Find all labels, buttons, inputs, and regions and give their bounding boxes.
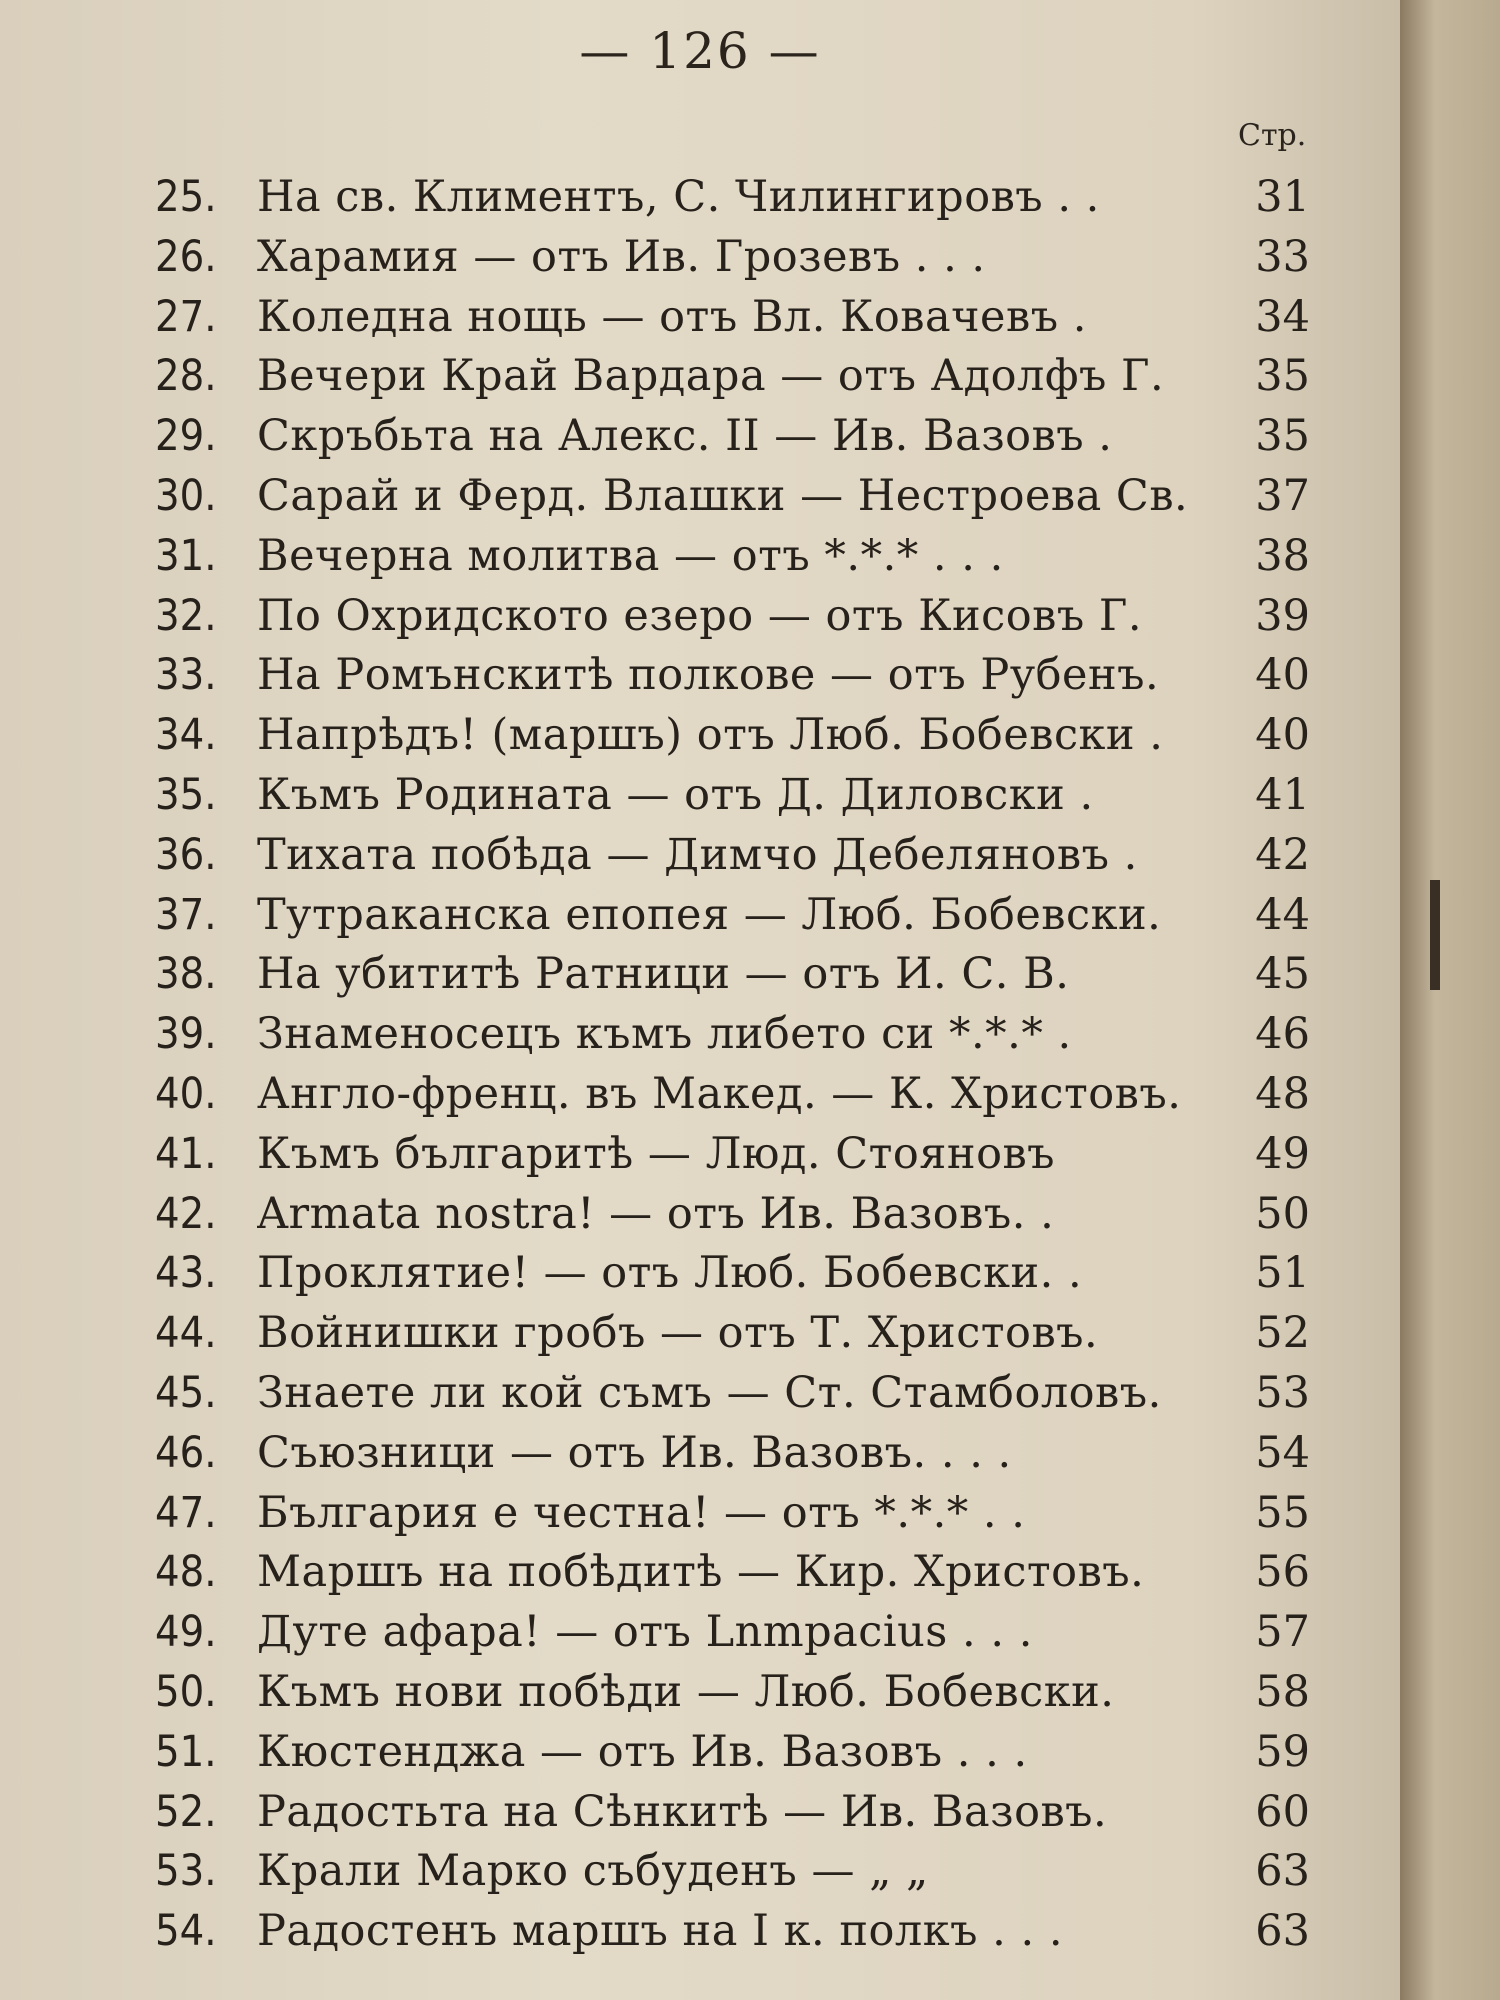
entry-title [257,770,1232,820]
entry-page-number: 63 [1255,1906,1310,1957]
entry-number: 33. [155,650,217,701]
entry-title-text: Кюстенджа — отъ Ив. Вазовъ . [257,1726,971,1777]
entry-title [257,471,1232,521]
entry-number: 25. [155,172,217,222]
entry-title-text: Проклятие! — отъ Люб. Бобевски. [257,1248,1054,1299]
entry-title-text: Тутраканска епопея — Люб. Бобевски. [257,889,1162,940]
book-spine-gutter [1400,0,1500,2000]
entry-title [257,1787,1232,1837]
entry-page-number: 42 [1255,829,1310,880]
entry-number: 34. [155,710,217,761]
toc-entry [155,1727,1310,1787]
entry-page-number: 63 [1255,1846,1310,1897]
entry-title-text: Вечери Край Вардара — отъ Адолфъ Г. [257,351,1165,402]
entry-number: 53. [155,1846,217,1897]
entry-title-text: Харамия — отъ Ив. Грозевъ [257,231,901,282]
entry-title [257,1069,1232,1119]
entry-leader-dots: . [1053,1248,1083,1299]
entry-page-number: 49 [1255,1128,1310,1179]
toc-entry [155,1069,1310,1129]
entry-page-number: 38 [1255,530,1310,581]
entry-number: 46. [155,1427,217,1478]
entry-title [257,1488,1232,1538]
entry-title-text: Вечерна молитва — отъ *.*.* [257,530,919,581]
entry-number: 52. [155,1786,217,1837]
entry-title-text: На убититѣ Ратници — отъ И. С. В. [257,949,1070,1000]
toc-entry [155,770,1310,830]
entry-title-text: По Охридското езеро — отъ Кисовъ Г. [257,590,1142,641]
entry-title-text: На Ромънскитѣ полкове — отъ Рубенъ. [257,650,1160,701]
entry-page-number: 33 [1255,231,1310,282]
entry-page-number: 60 [1255,1786,1310,1837]
toc-entry [155,471,1310,531]
toc-entry [155,1009,1310,1069]
page-column-header: Стр. [1238,118,1307,153]
entry-leader-dots: . [1109,829,1138,880]
entry-leader-dots: . . . [900,231,986,282]
toc-entry [155,710,1310,770]
entry-page-number: 54 [1255,1427,1310,1478]
toc-entry [155,1906,1310,1966]
entry-number: 37. [155,889,217,940]
entry-number: 30. [155,470,217,521]
entry-leader-dots: . . [976,1607,1033,1658]
entry-number: 28. [155,351,217,402]
entry-title-text: Знаменосецъ къмъ либето си *.*.* [257,1009,1044,1060]
toc-entry [155,1308,1310,1368]
entry-page-number: 52 [1255,1308,1310,1359]
entry-page-number: 35 [1255,351,1310,402]
entry-title [257,1009,1232,1059]
entry-number: 44. [155,1308,217,1359]
entry-title [257,1428,1232,1478]
entry-page-number: 35 [1255,411,1310,462]
entry-leader-dots: . . . [918,530,1004,581]
entry-title [257,650,1232,700]
toc-entry [155,351,1310,411]
entry-title-text: Armata nostra! — отъ Ив. Вазовъ. [257,1188,1026,1239]
entry-title [257,710,1232,760]
entry-title-text: Радостьта на Сѣнкитѣ — Ив. Вазовъ. [257,1786,1108,1837]
entry-page-number: 59 [1255,1726,1310,1777]
entry-page-number: 45 [1255,949,1310,1000]
entry-number: 54. [155,1906,217,1957]
entry-title [257,1248,1232,1298]
table-of-contents [155,172,1310,1966]
entry-title [257,890,1232,940]
toc-entry [155,1428,1310,1488]
entry-leader-dots: . [1025,1188,1055,1239]
entry-title-text: Войнишки гробъ — отъ Т. Христовъ. [257,1308,1099,1359]
entry-number: 40. [155,1068,217,1119]
entry-title-text: Маршъ на побѣдитѣ — Кир. Христовъ. [257,1547,1145,1598]
toc-entry [155,650,1310,710]
entry-page-number: 48 [1255,1068,1310,1119]
entry-leader-dots: . . [1006,1906,1064,1957]
entry-title-text: Къмъ Родината — отъ Д. Диловски [257,769,1066,820]
entry-leader-dots: . [1058,291,1087,342]
entry-page-number: 39 [1255,590,1310,641]
entry-title [257,1607,1232,1657]
toc-entry [155,232,1310,292]
toc-entry [155,292,1310,352]
entry-page-number: 40 [1255,650,1310,701]
toc-entry [155,1248,1310,1308]
entry-page-number: 53 [1255,1367,1310,1418]
entry-title [257,949,1232,999]
entry-title-text: Напрѣдъ! (маршъ) отъ Люб. Бобевски [257,710,1136,761]
entry-page-number: 51 [1255,1248,1310,1299]
entry-title [257,1667,1232,1717]
entry-title [257,351,1232,401]
entry-number: 39. [155,1009,217,1060]
entry-title [257,830,1232,880]
entry-page-number: 31 [1255,172,1310,222]
toc-entry [155,1547,1310,1607]
entry-number: 49. [155,1607,217,1658]
toc-entry [155,1368,1310,1428]
entry-page-number: 56 [1255,1547,1310,1598]
entry-number: 45. [155,1367,217,1418]
entry-title [257,591,1232,641]
entry-number: 50. [155,1666,217,1717]
entry-page-number: 41 [1255,769,1310,820]
entry-title [257,1846,1232,1896]
entry-number: 43. [155,1248,217,1299]
toc-entry [155,1667,1310,1727]
entry-number: 47. [155,1487,217,1538]
entry-number: 38. [155,949,217,1000]
entry-page-number: 34 [1255,291,1310,342]
entry-title-text: Къмъ българитѣ — Люд. Стояновъ [257,1128,1056,1179]
entry-number: 36. [155,829,217,880]
entry-page-number: 55 [1255,1487,1310,1538]
entry-title [257,232,1232,282]
entry-page-number: 50 [1255,1188,1310,1239]
entry-title [257,411,1232,461]
entry-title-text: Тихата побѣда — Димчо Дебеляновъ [257,829,1110,880]
page-number: — 126 — [579,22,821,80]
toc-entry [155,1846,1310,1906]
toc-entry [155,1129,1310,1189]
entry-title [257,172,1232,222]
entry-title [257,1308,1232,1358]
toc-entry [155,1189,1310,1249]
toc-entry [155,1787,1310,1847]
entry-number: 29. [155,411,217,462]
entry-title-text: Сарай и Ферд. Влашки — Нестроева Св. [257,470,1189,521]
entry-title [257,292,1232,342]
entry-title [257,1368,1232,1418]
entry-title [257,531,1232,581]
entry-number: 35. [155,769,217,820]
entry-number: 48. [155,1547,217,1598]
entry-title-text: Къмъ нови побѣди — Люб. Бобевски. [257,1666,1115,1717]
entry-title [257,1906,1232,1956]
entry-page-number: 58 [1255,1666,1310,1717]
entry-number: 26. [155,231,217,282]
entry-title-text: Съюзници — отъ Ив. Вазовъ. [257,1427,927,1478]
entry-title-text: Крали Марко събуденъ — „ „ [257,1846,929,1897]
toc-entry [155,949,1310,1009]
entry-page-number: 46 [1255,1009,1310,1060]
entry-leader-dots: . . . [926,1427,1012,1478]
entry-leader-dots: . [1084,411,1113,462]
entry-title [257,1189,1232,1239]
entry-title [257,1547,1232,1597]
toc-entry [155,890,1310,950]
entry-title-text: Англо-френц. въ Макед. — К. Христовъ. [257,1068,1182,1119]
entry-number: 41. [155,1128,217,1179]
toc-entry [155,830,1310,890]
entry-page-number: 37 [1255,470,1310,521]
entry-title-text: България е честна! — отъ *.*.* [257,1487,969,1538]
entry-leader-dots: . [1043,1009,1072,1060]
entry-title-text: На св. Климентъ, С. Чилингировъ . [257,172,1072,222]
entry-page-number: 57 [1255,1607,1310,1658]
entry-number: 42. [155,1188,217,1239]
entry-number: 31. [155,530,217,581]
entry-page-number: 40 [1255,710,1310,761]
entry-title-text: Радостенъ маршъ на I к. полкъ . [257,1906,1007,1957]
entry-title-text: Скръбьта на Алекс. II — Ив. Вазовъ [257,411,1085,462]
toc-entry [155,172,1310,232]
entry-title [257,1129,1232,1179]
entry-number: 32. [155,590,217,641]
entry-leader-dots: . . [968,1487,1026,1538]
entry-leader-dots: . [1065,769,1094,820]
toc-entry [155,1607,1310,1667]
entry-leader-dots: . . [970,1726,1028,1777]
entry-number: 51. [155,1726,217,1777]
entry-title [257,1727,1232,1777]
entry-title-text: Коледна нощь — отъ Вл. Ковачевъ [257,291,1059,342]
entry-number: 27. [155,291,217,342]
toc-entry [155,411,1310,471]
toc-entry [155,591,1310,651]
toc-entry [155,1488,1310,1548]
entry-leader-dots: . [1071,172,1100,222]
entry-page-number: 44 [1255,889,1310,940]
toc-entry [155,531,1310,591]
entry-title-text: Знаете ли кой съмъ — Ст. Стамболовъ. [257,1367,1162,1418]
entry-title-text: Дуте афара! — отъ Lnmpacius . [257,1607,977,1658]
entry-leader-dots: . [1135,710,1164,761]
